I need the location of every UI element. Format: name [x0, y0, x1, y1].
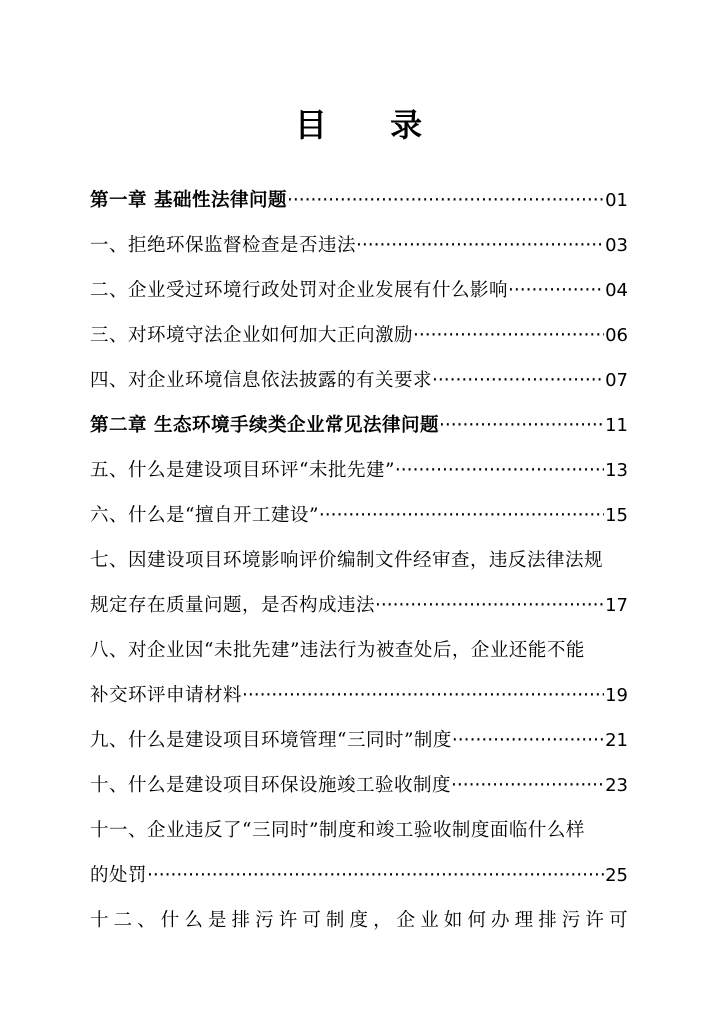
toc-entry-12-line-1: [90, 898, 628, 943]
table-of-contents: [90, 178, 628, 943]
toc-entry-text: 十二、什么是排污许可制度，企业如何办理排污许可: [90, 910, 628, 931]
toc-entry-text: 八、对企业因“未批先建”违法行为被查处后，企业还能不能: [90, 640, 585, 661]
toc-entry-text: 九、什么是建设项目环境管理“三同时”制度: [90, 730, 452, 751]
toc-entry-text: 六、什么是“擅自开工建设”: [90, 505, 319, 526]
toc-page-number: 21: [605, 730, 628, 751]
page-title: 目 录: [294, 106, 449, 144]
dot-leader: [356, 223, 604, 268]
dot-leader: [451, 763, 604, 808]
dot-leader: [508, 268, 604, 313]
dot-leader: [452, 718, 604, 763]
toc-entry-11-line-1: [90, 808, 628, 853]
toc-entry-4: [90, 358, 628, 403]
dot-leader: [413, 313, 604, 358]
toc-entry-text: 第二章 生态环境手续类企业常见法律问题: [90, 415, 439, 436]
dot-leader: [287, 178, 604, 223]
toc-entry-text: 的处罚: [90, 865, 148, 886]
toc-page-number: 13: [605, 460, 628, 481]
dot-leader: [439, 403, 604, 448]
toc-page-number: 19: [605, 685, 628, 706]
toc-page-number: 25: [605, 865, 628, 886]
toc-page-number: 06: [605, 325, 628, 346]
toc-entry-7-line-1: [90, 538, 628, 583]
toc-page-number: 23: [605, 775, 628, 796]
dot-leader: [147, 853, 604, 898]
dot-leader: [395, 448, 604, 493]
toc-entry-8-line-2: [90, 673, 628, 718]
toc-entry-2: [90, 268, 628, 313]
toc-entry-text: 一、拒绝环保监督检查是否违法: [90, 235, 357, 256]
toc-entry-text: 十一、企业违反了“三同时”制度和竣工验收制度面临什么样: [90, 820, 585, 841]
toc-page-number: 03: [605, 235, 628, 256]
dot-leader: [432, 358, 604, 403]
toc-entry-text: 三、对环境守法企业如何加大正向激励: [90, 325, 414, 346]
toc-page-number: 04: [605, 280, 628, 301]
dot-leader: [242, 673, 604, 718]
toc-page-number: 15: [605, 505, 628, 526]
toc-entry-text: 第一章 基础性法律问题: [90, 190, 287, 211]
toc-entry-text: 补交环评申请材料: [90, 685, 243, 706]
toc-page-number: 17: [605, 595, 628, 616]
toc-entry-10: [90, 763, 628, 808]
toc-entry-text: 五、什么是建设项目环评“未批先建”: [90, 460, 395, 481]
toc-entry-9: [90, 718, 628, 763]
toc-page-number: 07: [605, 370, 628, 391]
toc-entry-text: 四、对企业环境信息依法披露的有关要求: [90, 370, 433, 391]
toc-entry-11-line-2: [90, 853, 628, 898]
dot-leader: [319, 493, 604, 538]
toc-chapter-2: [90, 403, 628, 448]
toc-entry-7-line-2: [90, 583, 628, 628]
toc-page-number: 01: [605, 190, 628, 211]
toc-entry-3: [90, 313, 628, 358]
toc-entry-1: [90, 223, 628, 268]
toc-entry-text: 二、企业受过环境行政处罚对企业发展有什么影响: [90, 280, 509, 301]
toc-entry-8-line-1: [90, 628, 628, 673]
toc-chapter-1: [90, 178, 628, 223]
toc-page-number: 11: [605, 415, 628, 436]
dot-leader: [375, 583, 604, 628]
toc-entry-text: 十、什么是建设项目环保设施竣工验收制度: [90, 775, 452, 796]
toc-entry-text: 规定存在质量问题，是否构成违法: [90, 595, 376, 616]
toc-entry-5: [90, 448, 628, 493]
toc-entry-6: [90, 493, 628, 538]
toc-entry-text: 七、因建设项目环境影响评价编制文件经审查，违反法律法规: [90, 550, 604, 571]
